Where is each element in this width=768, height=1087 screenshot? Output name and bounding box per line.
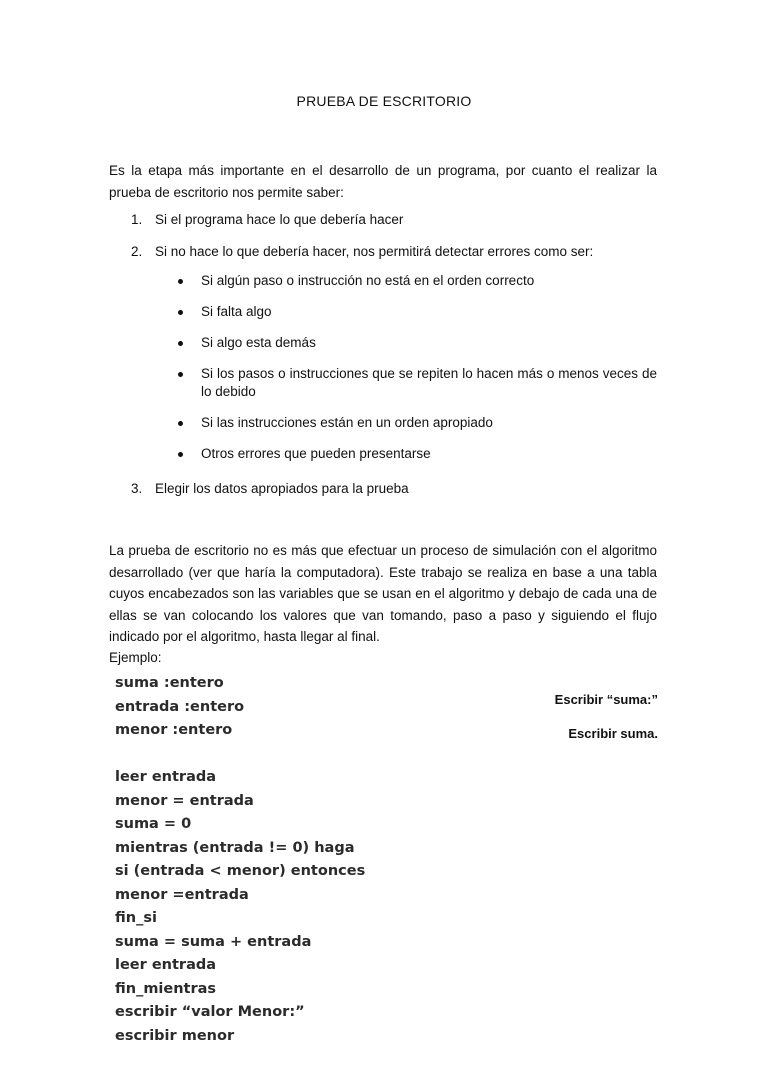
code-line: si (entrada < menor) entonces xyxy=(115,863,366,879)
numbered-item-text: Elegir los datos apropiados para la prueba xyxy=(155,481,409,496)
right-code-line: Escribir suma. xyxy=(568,726,658,741)
bullet-item xyxy=(175,445,657,463)
bullet-text: Si algún paso o instrucción no está en el orden correcto xyxy=(201,273,535,288)
numbered-item-2 xyxy=(131,242,593,262)
bullet-text: Si algo esta demás xyxy=(201,335,316,350)
code-line: escribir menor xyxy=(115,1027,235,1044)
explanation-paragraph: La prueba de escritorio no es más que efectuar un proceso de simulación con el algoritmo desarrollado (ver que haría la computadora). Este trabajo se realiza en base a una tabla cuyos encabezados son las variables que se usan en el algoritmo y debajo de cada una de ellas se van colocando los valores que van tomando, paso a paso y siguiendo el flujo indicado por el algoritmo, hasta llegar al final. xyxy=(109,543,657,644)
code-line: suma :entero xyxy=(115,675,224,691)
example-label: Ejemplo: xyxy=(109,650,162,665)
right-code-snippet xyxy=(555,683,658,751)
numbered-item-text: Si el programa hace lo que debería hacer xyxy=(155,212,404,227)
bullet-item xyxy=(175,414,657,432)
numbered-item-number: 2. xyxy=(131,244,143,259)
numbered-item-3 xyxy=(131,479,409,499)
code-line: escribir “valor Menor:” xyxy=(115,1004,305,1020)
bullet-text: Si falta algo xyxy=(201,304,272,319)
code-line: entrada :entero xyxy=(115,698,245,715)
bullet-list xyxy=(175,272,657,476)
bullet-text: Si los pasos o instrucciones que se repiten lo hacen más o menos veces de lo debido xyxy=(201,366,657,399)
bullet-text: Si las instrucciones están en un orden apropiado xyxy=(201,415,493,430)
bullet-icon xyxy=(178,279,183,284)
page-title: PRUEBA DE ESCRITORIO xyxy=(296,93,472,109)
bullet-item xyxy=(175,365,657,401)
right-code-line: Escribir “suma:” xyxy=(554,692,658,707)
numbered-item-text: Si no hace lo que debería hacer, nos permitirá detectar errores como ser: xyxy=(155,244,594,259)
bullet-icon xyxy=(178,372,183,377)
bullet-item xyxy=(175,272,657,290)
bullet-text: Otros errores que pueden presentarse xyxy=(201,446,431,461)
numbered-item-number: 1. xyxy=(131,212,143,227)
code-line: leer entrada xyxy=(115,957,217,973)
bullet-item xyxy=(175,303,657,321)
code-line: fin_si xyxy=(115,910,157,926)
pseudocode-block xyxy=(115,672,365,1048)
code-line: suma = suma + entrada xyxy=(115,933,312,950)
numbered-item-number: 3. xyxy=(131,481,143,496)
code-line: leer entrada xyxy=(115,769,217,785)
bullet-icon xyxy=(178,310,183,315)
code-line: fin_mientras xyxy=(115,980,217,997)
bullet-item xyxy=(175,334,657,352)
code-line-blank xyxy=(115,743,365,767)
bullet-icon xyxy=(178,452,183,457)
code-line: mientras (entrada != 0) haga xyxy=(115,839,355,856)
code-line: menor = entrada xyxy=(115,792,254,809)
numbered-item-1 xyxy=(131,210,403,230)
code-line: menor :entero xyxy=(115,722,233,738)
bullet-icon xyxy=(178,421,183,426)
code-line: menor =entrada xyxy=(115,886,249,903)
intro-paragraph: Es la etapa más importante en el desarrollo de un programa, por cuanto el realizar la prueba de escritorio nos permite saber: xyxy=(109,163,657,200)
bullet-icon xyxy=(178,341,183,346)
code-line: suma = 0 xyxy=(115,816,192,832)
